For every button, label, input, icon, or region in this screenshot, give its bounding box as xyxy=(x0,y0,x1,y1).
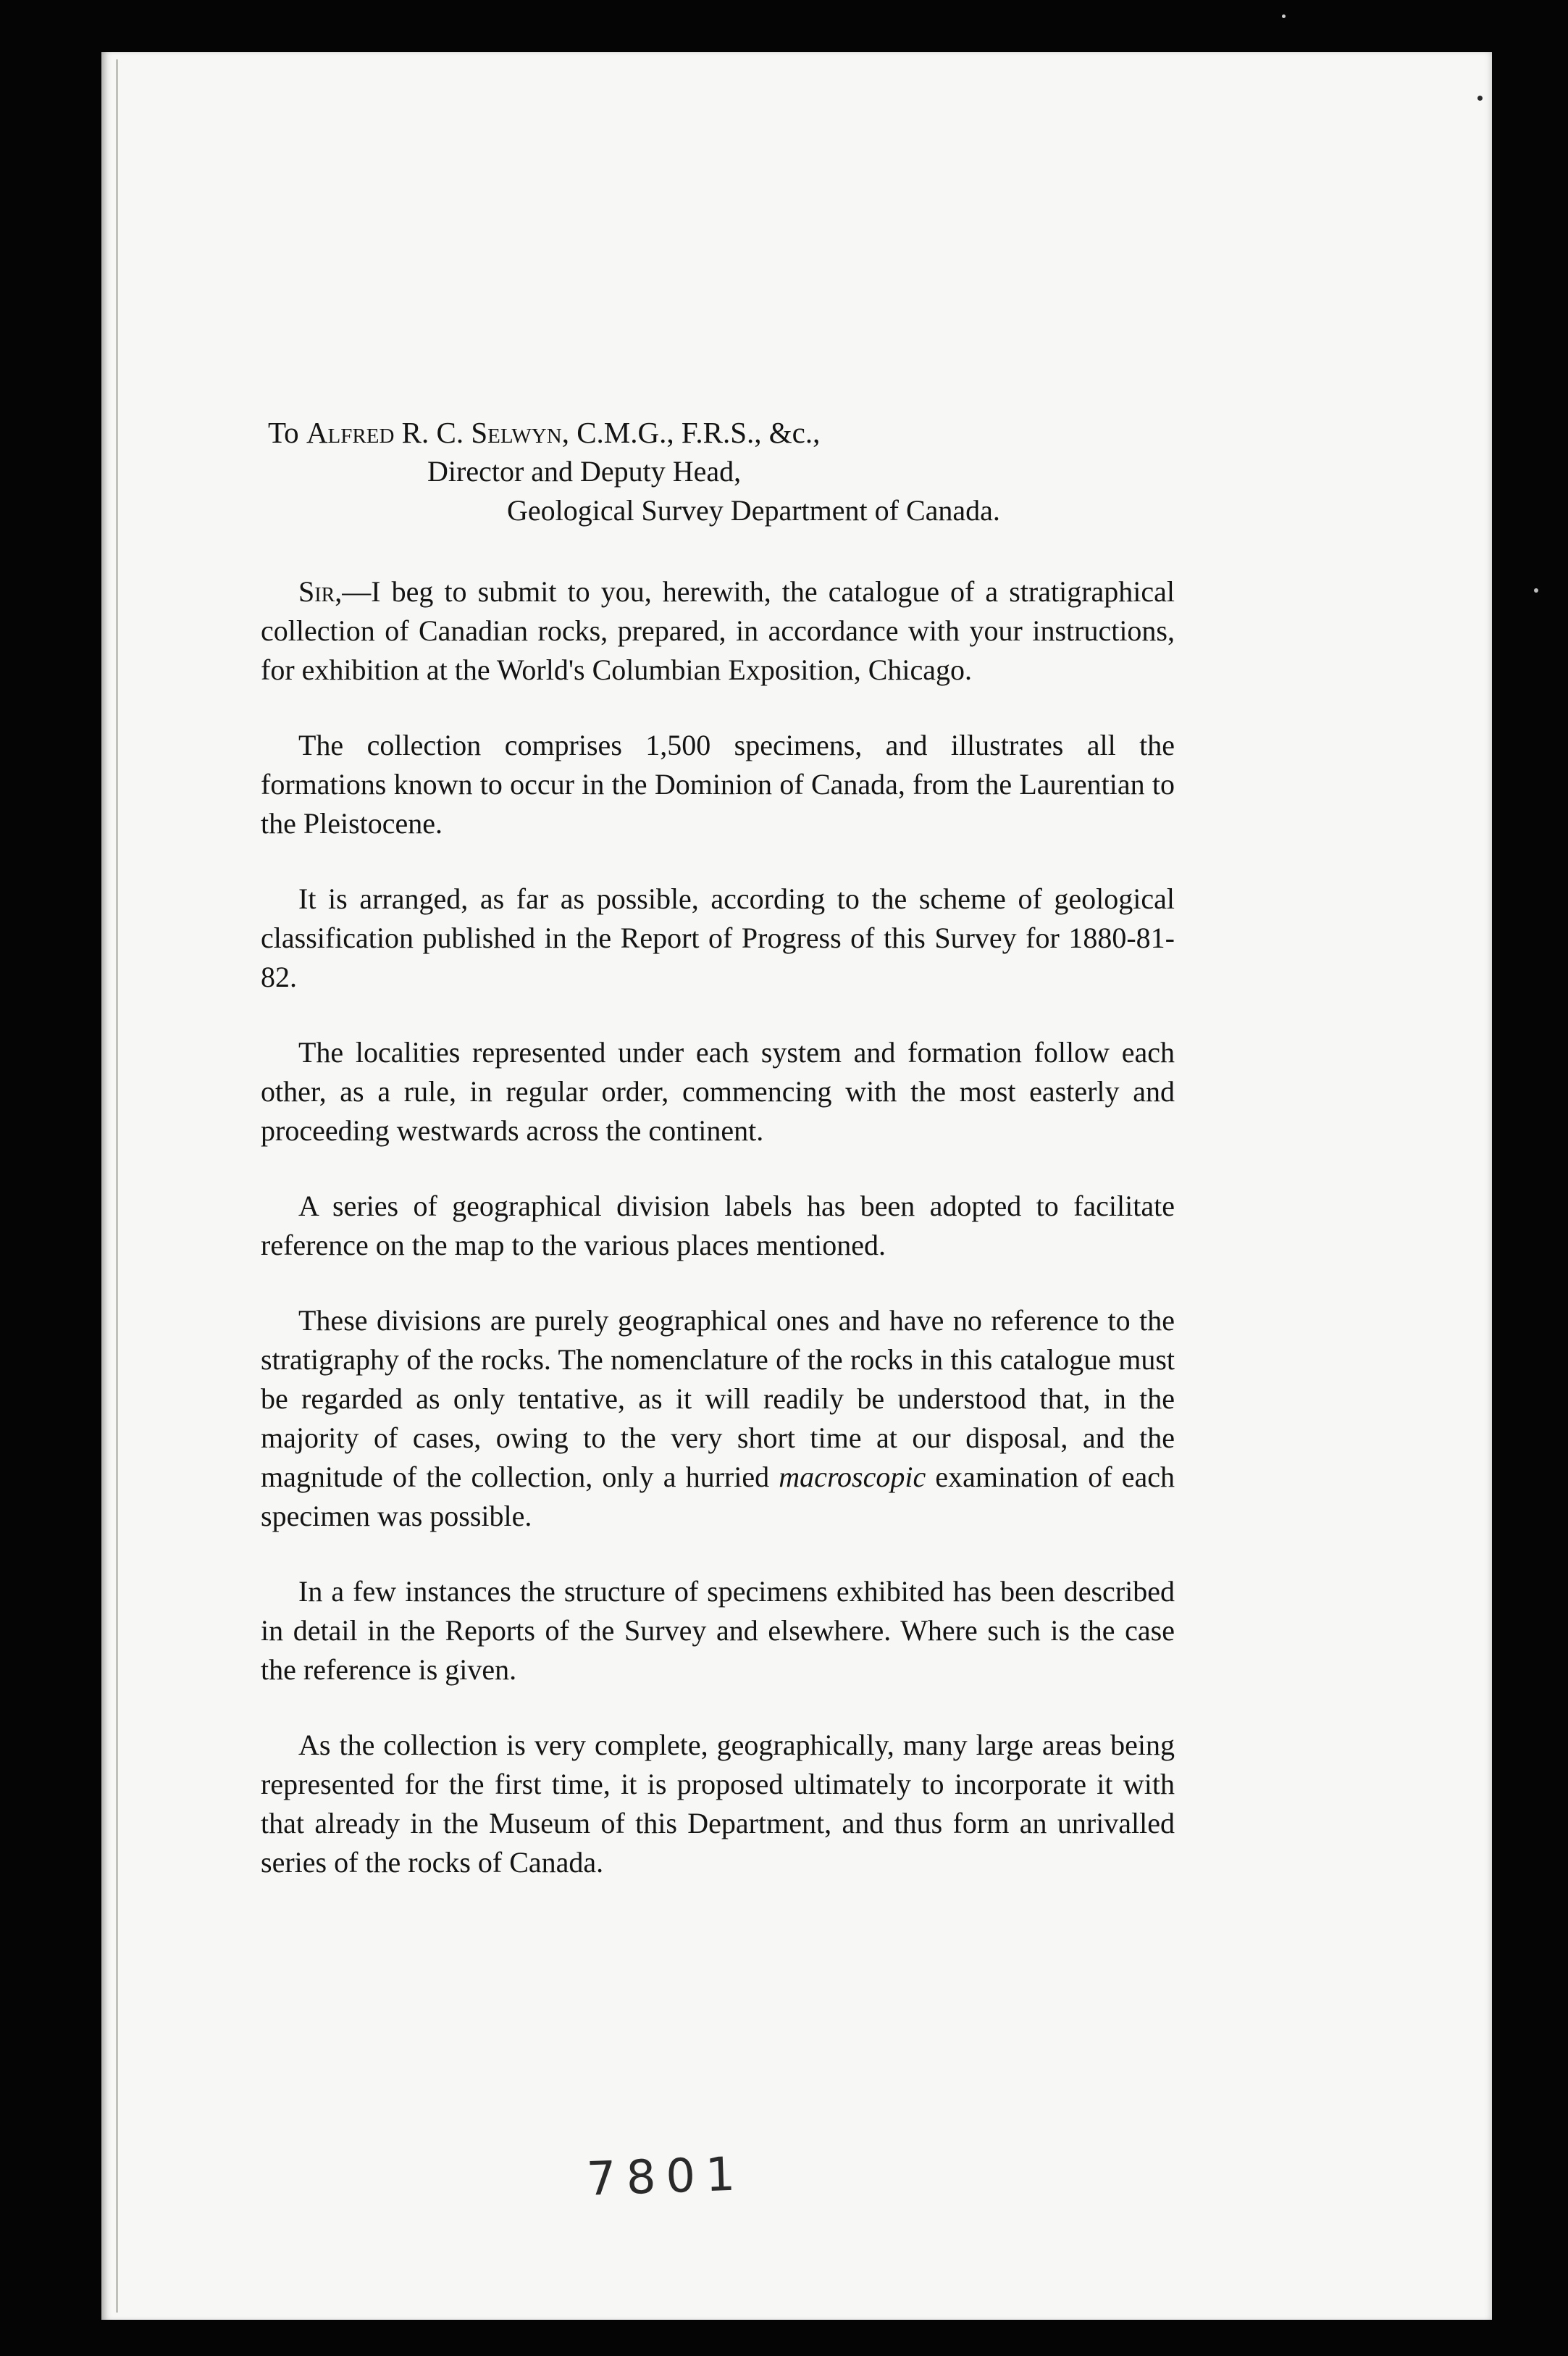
paragraph-6-text-b: examination of each specimen was possible. xyxy=(261,1461,1175,1532)
paragraph-8: As the collection is very complete, geographically, many large areas being represented for the first time, it is proposed ultimately to incorporate it with that already in the Museum of this Department, and thus form an unrivalled series of the rocks of Canada. xyxy=(261,1729,1175,1879)
address-block xyxy=(261,413,1175,530)
address-honours: , C.M.G., F.R.S., &c., xyxy=(561,416,821,449)
paragraph-6 xyxy=(261,1301,1175,1536)
dust-speck xyxy=(1477,96,1483,101)
salutation: Sir xyxy=(298,575,335,608)
address-recipient-line xyxy=(261,413,1175,452)
paragraph-1-text: ,—I beg to submit to you, herewith, the catalogue of a stratigraphical collection of Canadian rocks, prepared, in accordance with your instructions, for exhibition at the World's Columbian Exposition, Chicago. xyxy=(261,575,1175,686)
address-department-line: Geological Survey Department of Canada. xyxy=(507,494,1000,527)
paragraph-1 xyxy=(261,572,1175,690)
address-to: To xyxy=(268,416,299,449)
paragraph-2: The collection comprises 1,500 specimens, and illustrates all the formations known to occur in the Dominion of Canada, from the Laurentian to the Pleistocene. xyxy=(261,729,1175,840)
dust-speck xyxy=(1282,14,1286,18)
paragraph-6-italic: macroscopic xyxy=(779,1461,926,1493)
paragraph-3: It is arranged, as far as possible, according to the scheme of geological classification published in the Report of Progress of this Survey for 1880-81-82. xyxy=(261,882,1175,993)
letter-body xyxy=(261,413,1175,1882)
address-first-name: Alfred xyxy=(306,416,395,449)
address-title-line: Director and Deputy Head, xyxy=(427,455,742,488)
dust-speck xyxy=(1534,588,1538,593)
paragraph-6-text-a: These divisions are purely geographical ones and have no reference to the stratigraphy of the rocks. The nomenclature of the rocks in this catalogue must be regarded as only tentative, as it will readily be understood that, in the majority of cases, owing to the very short time at our disposal, and the magnitude of the collection, only a hurried xyxy=(261,1304,1175,1493)
paragraph-4: The localities represented under each system and formation follow each other, as a rule, in regular order, commencing with the most easterly and proceeding westwards across the continent. xyxy=(261,1036,1175,1147)
address-surname: Selwyn xyxy=(471,416,562,449)
paragraph-5: A series of geographical division labels has been adopted to facilitate reference on the map to the various places mentioned. xyxy=(261,1190,1175,1261)
page-spine-edge xyxy=(116,59,118,2313)
paragraph-7: In a few instances the structure of specimens exhibited has been described in detail in the Reports of the Survey and elsewhere. Where such is the case the reference is given. xyxy=(261,1575,1175,1686)
address-initials: R. C. xyxy=(401,416,464,449)
handwritten-catalogue-number: 7801 xyxy=(585,2147,747,2207)
